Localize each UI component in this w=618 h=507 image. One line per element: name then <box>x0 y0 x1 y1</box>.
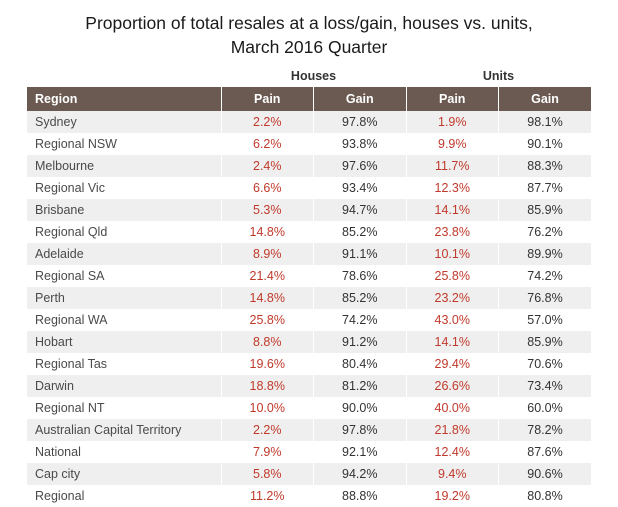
cell-units-pain: 14.1% <box>406 199 499 221</box>
cell-houses-gain: 88.8% <box>314 485 407 507</box>
cell-units-pain: 9.9% <box>406 133 499 155</box>
cell-units-gain: 70.6% <box>499 353 592 375</box>
cell-units-pain: 10.1% <box>406 243 499 265</box>
cell-region: Regional Qld <box>27 221 221 243</box>
cell-units-pain: 12.3% <box>406 177 499 199</box>
cell-units-gain: 88.3% <box>499 155 592 177</box>
cell-units-gain: 74.2% <box>499 265 592 287</box>
cell-units-gain: 80.8% <box>499 485 592 507</box>
cell-houses-gain: 78.6% <box>314 265 407 287</box>
cell-units-gain: 89.9% <box>499 243 592 265</box>
table-row[interactable] <box>27 397 591 419</box>
cell-houses-gain: 97.6% <box>314 155 407 177</box>
cell-region: Brisbane <box>27 199 221 221</box>
cell-houses-pain: 14.8% <box>221 287 314 309</box>
table-row[interactable] <box>27 309 591 331</box>
cell-region: Darwin <box>27 375 221 397</box>
cell-houses-gain: 94.7% <box>314 199 407 221</box>
table-row[interactable] <box>27 287 591 309</box>
cell-houses-gain: 91.1% <box>314 243 407 265</box>
cell-units-pain: 29.4% <box>406 353 499 375</box>
cell-houses-pain: 2.2% <box>221 419 314 441</box>
cell-houses-gain: 80.4% <box>314 353 407 375</box>
cell-houses-pain: 2.4% <box>221 155 314 177</box>
group-header-units: Units <box>406 67 591 87</box>
cell-units-pain: 23.2% <box>406 287 499 309</box>
cell-units-gain: 78.2% <box>499 419 592 441</box>
cell-houses-pain: 6.2% <box>221 133 314 155</box>
table-body <box>27 111 591 507</box>
table-row[interactable] <box>27 199 591 221</box>
cell-houses-pain: 25.8% <box>221 309 314 331</box>
cell-units-pain: 19.2% <box>406 485 499 507</box>
cell-units-gain: 98.1% <box>499 111 592 133</box>
cell-region: Sydney <box>27 111 221 133</box>
cell-units-gain: 87.7% <box>499 177 592 199</box>
cell-houses-gain: 90.0% <box>314 397 407 419</box>
column-header-region[interactable]: Region <box>27 87 221 111</box>
column-header-houses-pain[interactable]: Pain <box>221 87 314 111</box>
cell-units-pain: 1.9% <box>406 111 499 133</box>
cell-houses-pain: 8.8% <box>221 331 314 353</box>
cell-houses-gain: 92.1% <box>314 441 407 463</box>
cell-units-pain: 23.8% <box>406 221 499 243</box>
cell-units-gain: 76.8% <box>499 287 592 309</box>
group-header-blank <box>27 67 221 87</box>
table-row[interactable] <box>27 133 591 155</box>
group-header-houses: Houses <box>221 67 406 87</box>
cell-houses-gain: 93.4% <box>314 177 407 199</box>
table-row[interactable] <box>27 441 591 463</box>
table-row[interactable] <box>27 463 591 485</box>
cell-region: Regional Vic <box>27 177 221 199</box>
cell-units-gain: 85.9% <box>499 331 592 353</box>
cell-units-pain: 40.0% <box>406 397 499 419</box>
cell-region: Regional NT <box>27 397 221 419</box>
table-row[interactable] <box>27 111 591 133</box>
cell-region: Regional SA <box>27 265 221 287</box>
column-header-units-gain[interactable]: Gain <box>499 87 592 111</box>
cell-units-gain: 60.0% <box>499 397 592 419</box>
cell-houses-pain: 14.8% <box>221 221 314 243</box>
table-row[interactable] <box>27 375 591 397</box>
cell-houses-pain: 5.3% <box>221 199 314 221</box>
cell-region: Regional <box>27 485 221 507</box>
table-row[interactable] <box>27 265 591 287</box>
column-header-row <box>27 87 591 111</box>
cell-houses-pain: 2.2% <box>221 111 314 133</box>
cell-houses-gain: 94.2% <box>314 463 407 485</box>
table-row[interactable] <box>27 155 591 177</box>
table-row[interactable] <box>27 419 591 441</box>
cell-houses-pain: 8.9% <box>221 243 314 265</box>
cell-region: Australian Capital Territory <box>27 419 221 441</box>
cell-houses-gain: 85.2% <box>314 287 407 309</box>
cell-units-pain: 14.1% <box>406 331 499 353</box>
cell-houses-gain: 97.8% <box>314 111 407 133</box>
cell-houses-pain: 18.8% <box>221 375 314 397</box>
column-header-houses-gain[interactable]: Gain <box>314 87 407 111</box>
cell-houses-gain: 93.8% <box>314 133 407 155</box>
cell-houses-pain: 5.8% <box>221 463 314 485</box>
cell-units-gain: 57.0% <box>499 309 592 331</box>
cell-units-pain: 25.8% <box>406 265 499 287</box>
group-header-row <box>27 67 591 87</box>
cell-houses-gain: 85.2% <box>314 221 407 243</box>
table-row[interactable] <box>27 331 591 353</box>
cell-houses-gain: 74.2% <box>314 309 407 331</box>
cell-units-gain: 90.1% <box>499 133 592 155</box>
cell-units-gain: 87.6% <box>499 441 592 463</box>
cell-units-pain: 21.8% <box>406 419 499 441</box>
resales-table <box>27 67 591 507</box>
cell-units-gain: 90.6% <box>499 463 592 485</box>
table-row[interactable] <box>27 353 591 375</box>
cell-houses-pain: 19.6% <box>221 353 314 375</box>
cell-region: National <box>27 441 221 463</box>
cell-houses-gain: 91.2% <box>314 331 407 353</box>
cell-region: Melbourne <box>27 155 221 177</box>
cell-region: Perth <box>27 287 221 309</box>
cell-houses-pain: 11.2% <box>221 485 314 507</box>
cell-region: Cap city <box>27 463 221 485</box>
cell-region: Hobart <box>27 331 221 353</box>
cell-units-pain: 9.4% <box>406 463 499 485</box>
page-title: Proportion of total resales at a loss/gain, houses vs. units, March 2016 Quarter <box>85 13 533 57</box>
table-container <box>0 67 618 507</box>
cell-region: Adelaide <box>27 243 221 265</box>
cell-units-pain: 11.7% <box>406 155 499 177</box>
cell-region: Regional WA <box>27 309 221 331</box>
cell-units-pain: 43.0% <box>406 309 499 331</box>
cell-houses-pain: 10.0% <box>221 397 314 419</box>
cell-houses-gain: 97.8% <box>314 419 407 441</box>
column-header-units-pain[interactable]: Pain <box>406 87 499 111</box>
cell-units-gain: 85.9% <box>499 199 592 221</box>
cell-region: Regional Tas <box>27 353 221 375</box>
cell-houses-pain: 21.4% <box>221 265 314 287</box>
cell-units-pain: 12.4% <box>406 441 499 463</box>
cell-region: Regional NSW <box>27 133 221 155</box>
cell-houses-gain: 81.2% <box>314 375 407 397</box>
table-header <box>27 67 591 111</box>
table-row[interactable] <box>27 177 591 199</box>
table-row[interactable] <box>27 221 591 243</box>
cell-units-gain: 73.4% <box>499 375 592 397</box>
cell-units-gain: 76.2% <box>499 221 592 243</box>
cell-houses-pain: 7.9% <box>221 441 314 463</box>
table-row[interactable] <box>27 485 591 507</box>
cell-houses-pain: 6.6% <box>221 177 314 199</box>
table-row[interactable] <box>27 243 591 265</box>
cell-units-pain: 26.6% <box>406 375 499 397</box>
